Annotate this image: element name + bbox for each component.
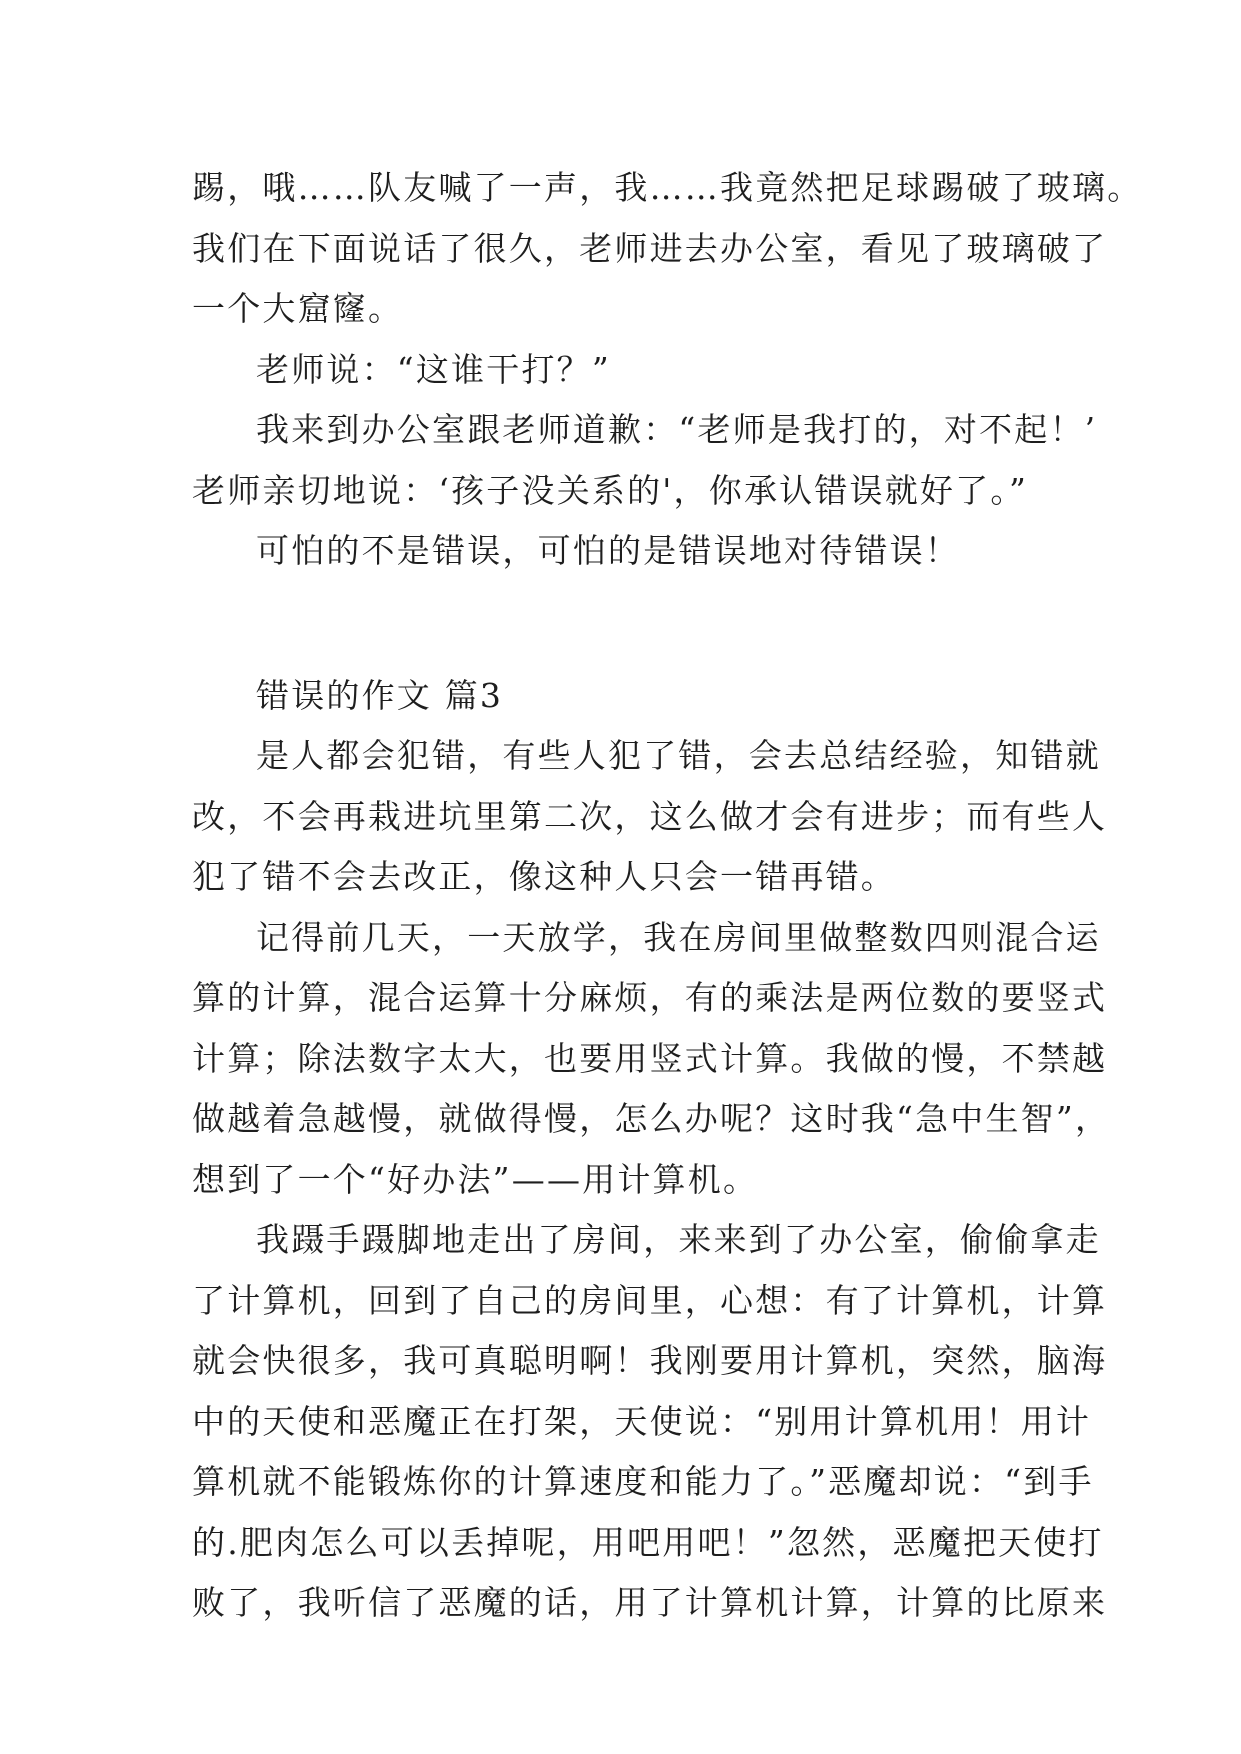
document-page bbox=[192, 158, 1143, 1634]
paragraph-line: 改，不会再栽进坑里第二次，这么做才会有进步；而有些人 bbox=[192, 796, 1108, 836]
paragraph-line: 我来到办公室跟老师道歉：“老师是我打的，对不起！’ bbox=[256, 410, 1098, 449]
paragraph-line: 犯了错不会去改正，像这种人只会一错再错。 bbox=[192, 857, 896, 896]
paragraph-line: 老师亲切地说：‘孩子没关系的'，你承认错误就好了。” bbox=[192, 470, 1029, 510]
paragraph-line: 我们在下面说话了很久，老师进去办公室，看见了玻璃破了 bbox=[192, 228, 1108, 268]
paragraph-line: 计算；除法数字太大，也要用竖式计算。我做的慢，不禁越 bbox=[192, 1038, 1108, 1078]
paragraph-line: 踢，哦……队友喊了一声，我……我竟然把足球踢破了玻璃。 bbox=[192, 168, 1143, 207]
paragraph-line: 一个大窟窿。 bbox=[192, 289, 404, 328]
paragraph-line: 中的天使和恶魔正在打架，天使说：“别用计算机用！用计 bbox=[192, 1401, 1092, 1441]
paragraph-line: 的.肥肉怎么可以丢掉呢，用吧用吧！”忽然，恶魔把天使打 bbox=[192, 1522, 1104, 1562]
paragraph-line: 老师说：“这谁干打？” bbox=[256, 349, 611, 389]
paragraph-line: 算机就不能锻炼你的计算速度和能力了。”恶魔却说：“到手 bbox=[192, 1462, 1094, 1501]
paragraph-line: 就会快很多，我可真聪明啊！我刚要用计算机，突然，脑海 bbox=[192, 1341, 1108, 1380]
paragraph-line: 想到了一个“好办法”——用计算机。 bbox=[192, 1159, 759, 1199]
paragraph-line: 是人都会犯错，有些人犯了错，会去总结经验，知错就 bbox=[256, 736, 1101, 775]
paragraph-line: 了计算机，回到了自己的房间里，心想：有了计算机，计算 bbox=[192, 1280, 1108, 1320]
section-heading: 错误的作文 篇3 bbox=[256, 675, 504, 715]
paragraph-line: 做越着急越慢，就做得慢，怎么办呢？这时我“急中生智”， bbox=[192, 1099, 1111, 1138]
paragraph-line: 记得前几天，一天放学，我在房间里做整数四则混合运 bbox=[256, 917, 1101, 957]
paragraph-line: 我蹑手蹑脚地走出了房间，来来到了办公室，偷偷拿走 bbox=[256, 1220, 1101, 1259]
paragraph-line: 算的计算，混合运算十分麻烦，有的乘法是两位数的要竖式 bbox=[192, 978, 1108, 1017]
paragraph-line: 败了，我听信了恶魔的话，用了计算机计算，计算的比原来 bbox=[192, 1583, 1108, 1622]
paragraph-line: 可怕的不是错误，可怕的是错误地对待错误！ bbox=[256, 531, 960, 570]
section-spacer bbox=[192, 582, 1068, 666]
